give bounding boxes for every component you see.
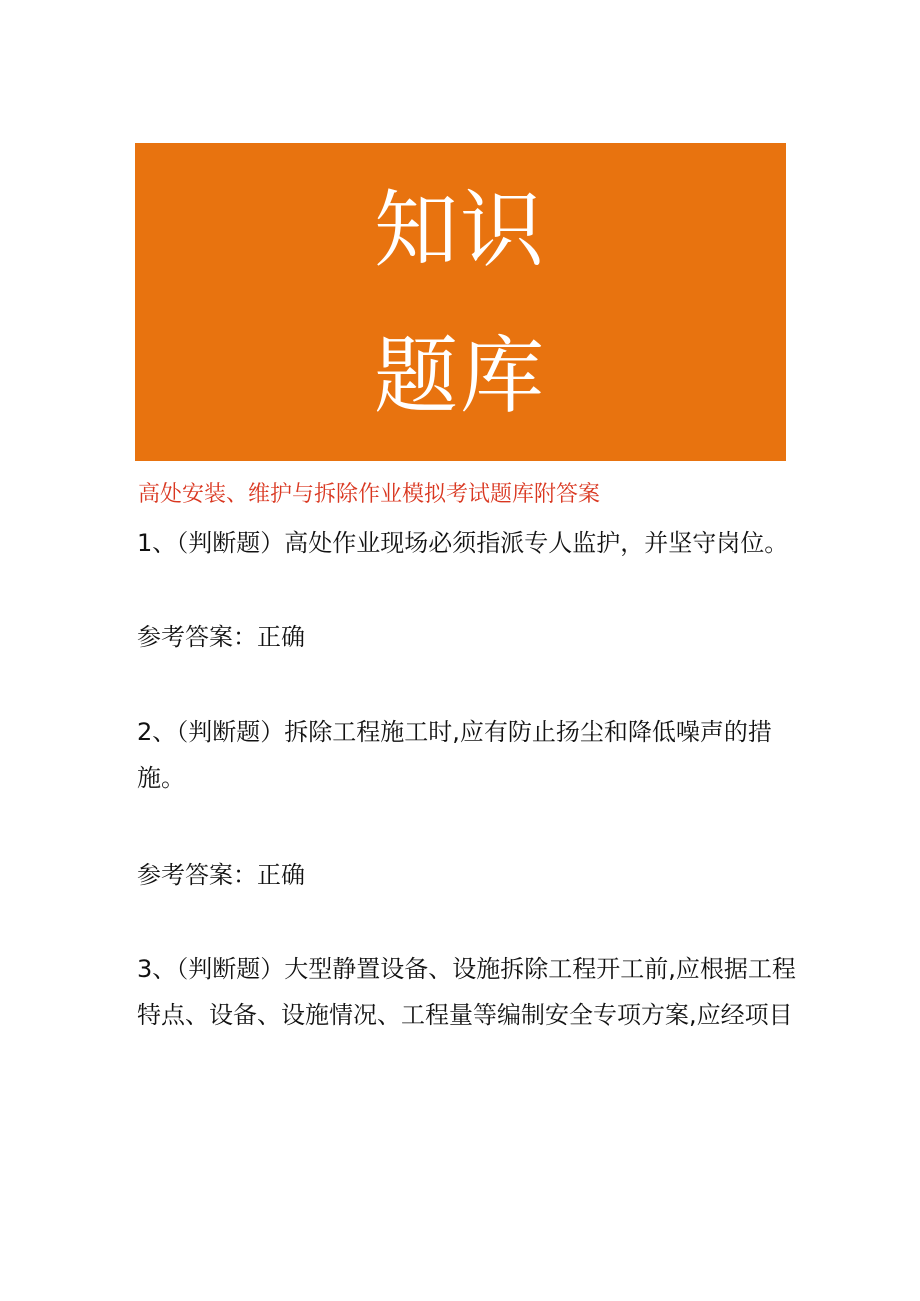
- document-title: 高处安装、维护与拆除作业模拟考试题库附答案: [138, 482, 601, 507]
- question-3: 3、（判断题）大型静置设备、设施拆除工程开工前,应根据工程特点、设备、设施情况、工程量等编制安全专项方案,应经项目: [137, 955, 796, 1029]
- answer-1: 参考答案：正确: [137, 623, 305, 651]
- banner-title-line-2: 题库: [373, 327, 546, 425]
- question-1: 1、（判断题）高处作业现场必须指派专人监护，并坚守岗位。: [137, 529, 789, 557]
- question-2: 2、（判断题）拆除工程施工时,应有防止扬尘和降低噪声的措施。: [137, 718, 772, 792]
- answer-2: 参考答案：正确: [137, 861, 305, 889]
- banner-title-line-1: 知识: [373, 181, 546, 279]
